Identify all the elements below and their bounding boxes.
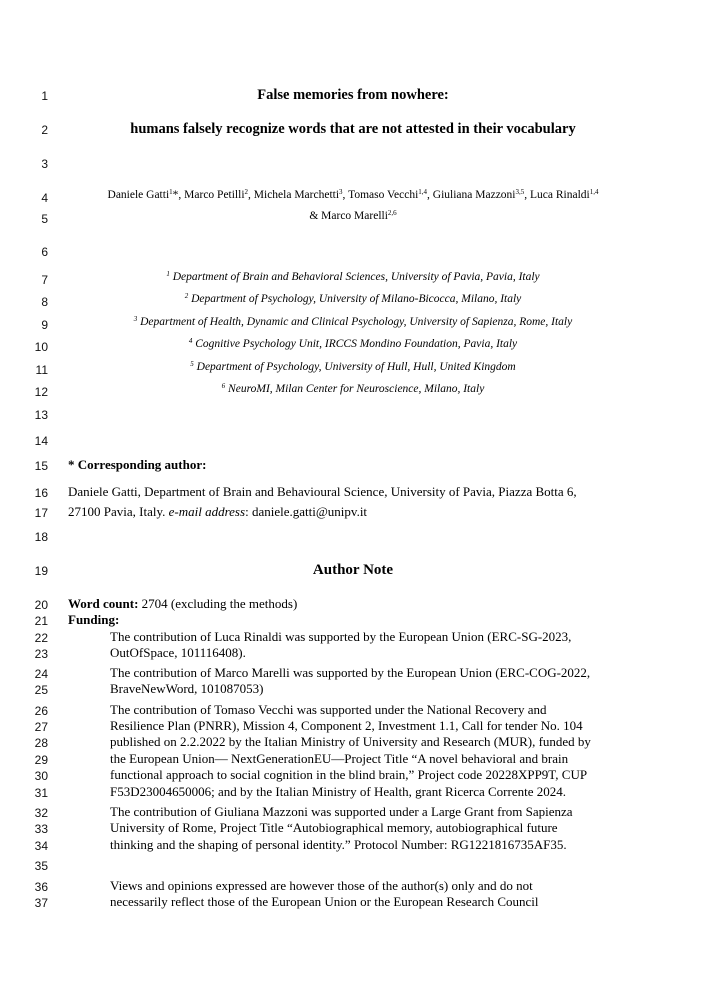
funding-line: The contribution of Tomaso Vecchi was supported under the National Recovery and bbox=[110, 702, 547, 717]
affiliation bbox=[0, 383, 706, 395]
affiliation bbox=[0, 316, 706, 328]
affiliation bbox=[0, 338, 706, 350]
line-number: 5 bbox=[41, 212, 48, 226]
line-number: 15 bbox=[34, 459, 48, 473]
line-number: 30 bbox=[34, 769, 48, 783]
line-number: 36 bbox=[34, 880, 48, 894]
affiliation-marker: 3 bbox=[133, 315, 138, 323]
word-count-value: 2704 (excluding the methods) bbox=[138, 596, 298, 611]
affiliation bbox=[0, 293, 706, 305]
email-address: daniele.gatti@unipv.it bbox=[251, 504, 368, 519]
author-name: Tomaso Vecchi bbox=[348, 189, 419, 201]
line-number: 27 bbox=[34, 720, 48, 734]
line-number: 24 bbox=[34, 667, 48, 681]
funding-line: The contribution of Marco Marelli was supported by the European Union (ERC-COG-2022, bbox=[110, 665, 591, 680]
funding-line: Resilience Plan (PNRR), Mission 4, Component 2, Investment 1.1, Call for tender No. 104 bbox=[110, 718, 583, 733]
line-number: 16 bbox=[34, 486, 48, 500]
word-count bbox=[68, 596, 297, 612]
email-label: e-mail address bbox=[168, 504, 246, 519]
funding-line: The contribution of Giuliana Mazzoni was supported under a Large Grant from Sapienza bbox=[110, 804, 573, 819]
line-number: 10 bbox=[34, 340, 48, 354]
author-separator: , bbox=[427, 189, 433, 201]
disclaimer-line: Views and opinions expressed are however those of the author(s) only and do not bbox=[110, 878, 533, 893]
line-number: 14 bbox=[34, 434, 48, 448]
author-separator: , bbox=[178, 189, 185, 201]
affiliation bbox=[0, 361, 706, 373]
line-number: 26 bbox=[34, 704, 48, 718]
author-note-heading: Author Note bbox=[312, 562, 394, 578]
line-number: 31 bbox=[34, 786, 48, 800]
line-number: 35 bbox=[34, 859, 48, 873]
line-number: 7 bbox=[41, 273, 48, 287]
affiliation-text: Department of Brain and Behavioral Sciences, University of Pavia, Pavia, Italy bbox=[172, 271, 540, 283]
affiliation-marker: 2 bbox=[184, 292, 189, 300]
author-affiliation-marker: 1 bbox=[169, 188, 173, 196]
paper-subtitle: humans falsely recognize words that are not attested in their vocabulary bbox=[130, 121, 576, 137]
line-number: 37 bbox=[34, 896, 48, 910]
corresponding-address-continued bbox=[68, 504, 367, 520]
paper-title: False memories from nowhere: bbox=[257, 87, 449, 103]
affiliation-text: Cognitive Psychology Unit, IRCCS Mondino Foundation, Pavia, Italy bbox=[195, 338, 518, 350]
author-list bbox=[0, 189, 706, 201]
author-name: Daniele Gatti bbox=[107, 189, 170, 201]
affiliation-marker: 4 bbox=[188, 337, 193, 345]
disclaimer-line: necessarily reflect those of the European Union or the European Research Council bbox=[110, 894, 539, 909]
line-number: 23 bbox=[34, 647, 48, 661]
line-number: 1 bbox=[41, 89, 48, 103]
funding-label: Funding: bbox=[68, 612, 120, 627]
funding-line: published on 2.2.2022 by the Italian Ministry of University and Research (MUR), funded by bbox=[110, 734, 591, 749]
author-affiliation-marker: 3,5 bbox=[515, 188, 525, 196]
funding-line: BraveNewWord, 101087053) bbox=[110, 681, 264, 696]
author-affiliation-marker: 1,4 bbox=[589, 188, 599, 196]
line-number: 6 bbox=[41, 245, 48, 259]
line-number: 4 bbox=[41, 191, 48, 205]
line-number: 3 bbox=[41, 157, 48, 171]
author-affiliation-marker: 2,6 bbox=[387, 209, 397, 217]
funding-line: University of Rome, Project Title “Autobiographical memory, autobiographical future bbox=[110, 820, 558, 835]
line-number: 33 bbox=[34, 822, 48, 836]
line-number: 19 bbox=[34, 564, 48, 578]
author-list-continued bbox=[0, 210, 706, 222]
affiliation-marker: 1 bbox=[166, 270, 170, 278]
affiliation-text: Department of Psychology, University of Milano-Bicocca, Milano, Italy bbox=[191, 293, 522, 305]
affiliation-text: NeuroMI, Milan Center for Neuroscience, Milano, Italy bbox=[228, 383, 485, 395]
line-number: 29 bbox=[34, 753, 48, 767]
line-number: 34 bbox=[34, 839, 48, 853]
author-name: Giuliana Mazzoni bbox=[432, 189, 516, 201]
author-name: Marco Petilli bbox=[184, 189, 245, 201]
email-separator: : bbox=[245, 504, 252, 519]
address-city: 27100 Pavia, Italy. bbox=[68, 504, 169, 519]
word-count-label: Word count: bbox=[68, 596, 139, 611]
corresponding-marker: * bbox=[172, 189, 179, 201]
line-number: 28 bbox=[34, 736, 48, 750]
author-name: Luca Rinaldi bbox=[530, 189, 590, 201]
author-separator: , bbox=[248, 189, 254, 201]
author-affiliation-marker: 1,4 bbox=[418, 188, 428, 196]
author-separator: , bbox=[524, 189, 531, 201]
funding-line: the European Union— NextGenerationEU—Project Title “A novel behavioral and brain bbox=[110, 751, 569, 766]
corresponding-author-label: * Corresponding author: bbox=[68, 457, 207, 472]
author-affiliation-marker: 3 bbox=[339, 188, 343, 196]
line-number: 21 bbox=[34, 614, 48, 628]
author-affiliation-marker: 2 bbox=[244, 188, 249, 196]
line-number: 9 bbox=[41, 318, 48, 332]
funding-line: functional approach to social cognition in the blind brain,” Project code 20228XPP9T, CUP bbox=[110, 767, 588, 782]
funding-line: thinking and the shaping of personal identity.” Protocol Number: RG1221816735AF35. bbox=[110, 837, 567, 852]
line-number: 18 bbox=[34, 530, 48, 544]
affiliation bbox=[0, 271, 706, 283]
line-number: 20 bbox=[34, 598, 48, 612]
line-number: 2 bbox=[41, 123, 48, 137]
author-name: Michela Marchetti bbox=[253, 189, 340, 201]
line-number: 8 bbox=[41, 295, 48, 309]
affiliation-text: Department of Health, Dynamic and Clinical Psychology, University of Sapienza, Rome, Italy bbox=[140, 316, 573, 328]
affiliation-marker: 5 bbox=[190, 360, 194, 368]
affiliation-marker: 6 bbox=[221, 382, 226, 390]
funding-line: The contribution of Luca Rinaldi was supported by the European Union (ERC-SG-2023, bbox=[110, 629, 572, 644]
line-number: 13 bbox=[34, 408, 48, 422]
author-separator: , bbox=[342, 189, 349, 201]
affiliation-text: Department of Psychology, University of Hull, Hull, United Kingdom bbox=[196, 361, 516, 373]
line-number: 25 bbox=[34, 683, 48, 697]
line-number: 12 bbox=[34, 385, 48, 399]
line-number: 11 bbox=[35, 363, 48, 377]
line-number: 32 bbox=[34, 806, 48, 820]
corresponding-address: Daniele Gatti, Department of Brain and Behavioural Science, University of Pavia, Piazza Botta 6, bbox=[68, 484, 577, 499]
line-number: 17 bbox=[34, 506, 48, 520]
funding-line: OutOfSpace, 101116408). bbox=[110, 645, 246, 660]
funding-line: F53D23004650006; and by the Italian Ministry of Health, grant Ricerca Corrente 2024. bbox=[110, 784, 566, 799]
author-name: & Marco Marelli bbox=[309, 210, 388, 222]
line-number: 22 bbox=[34, 631, 48, 645]
